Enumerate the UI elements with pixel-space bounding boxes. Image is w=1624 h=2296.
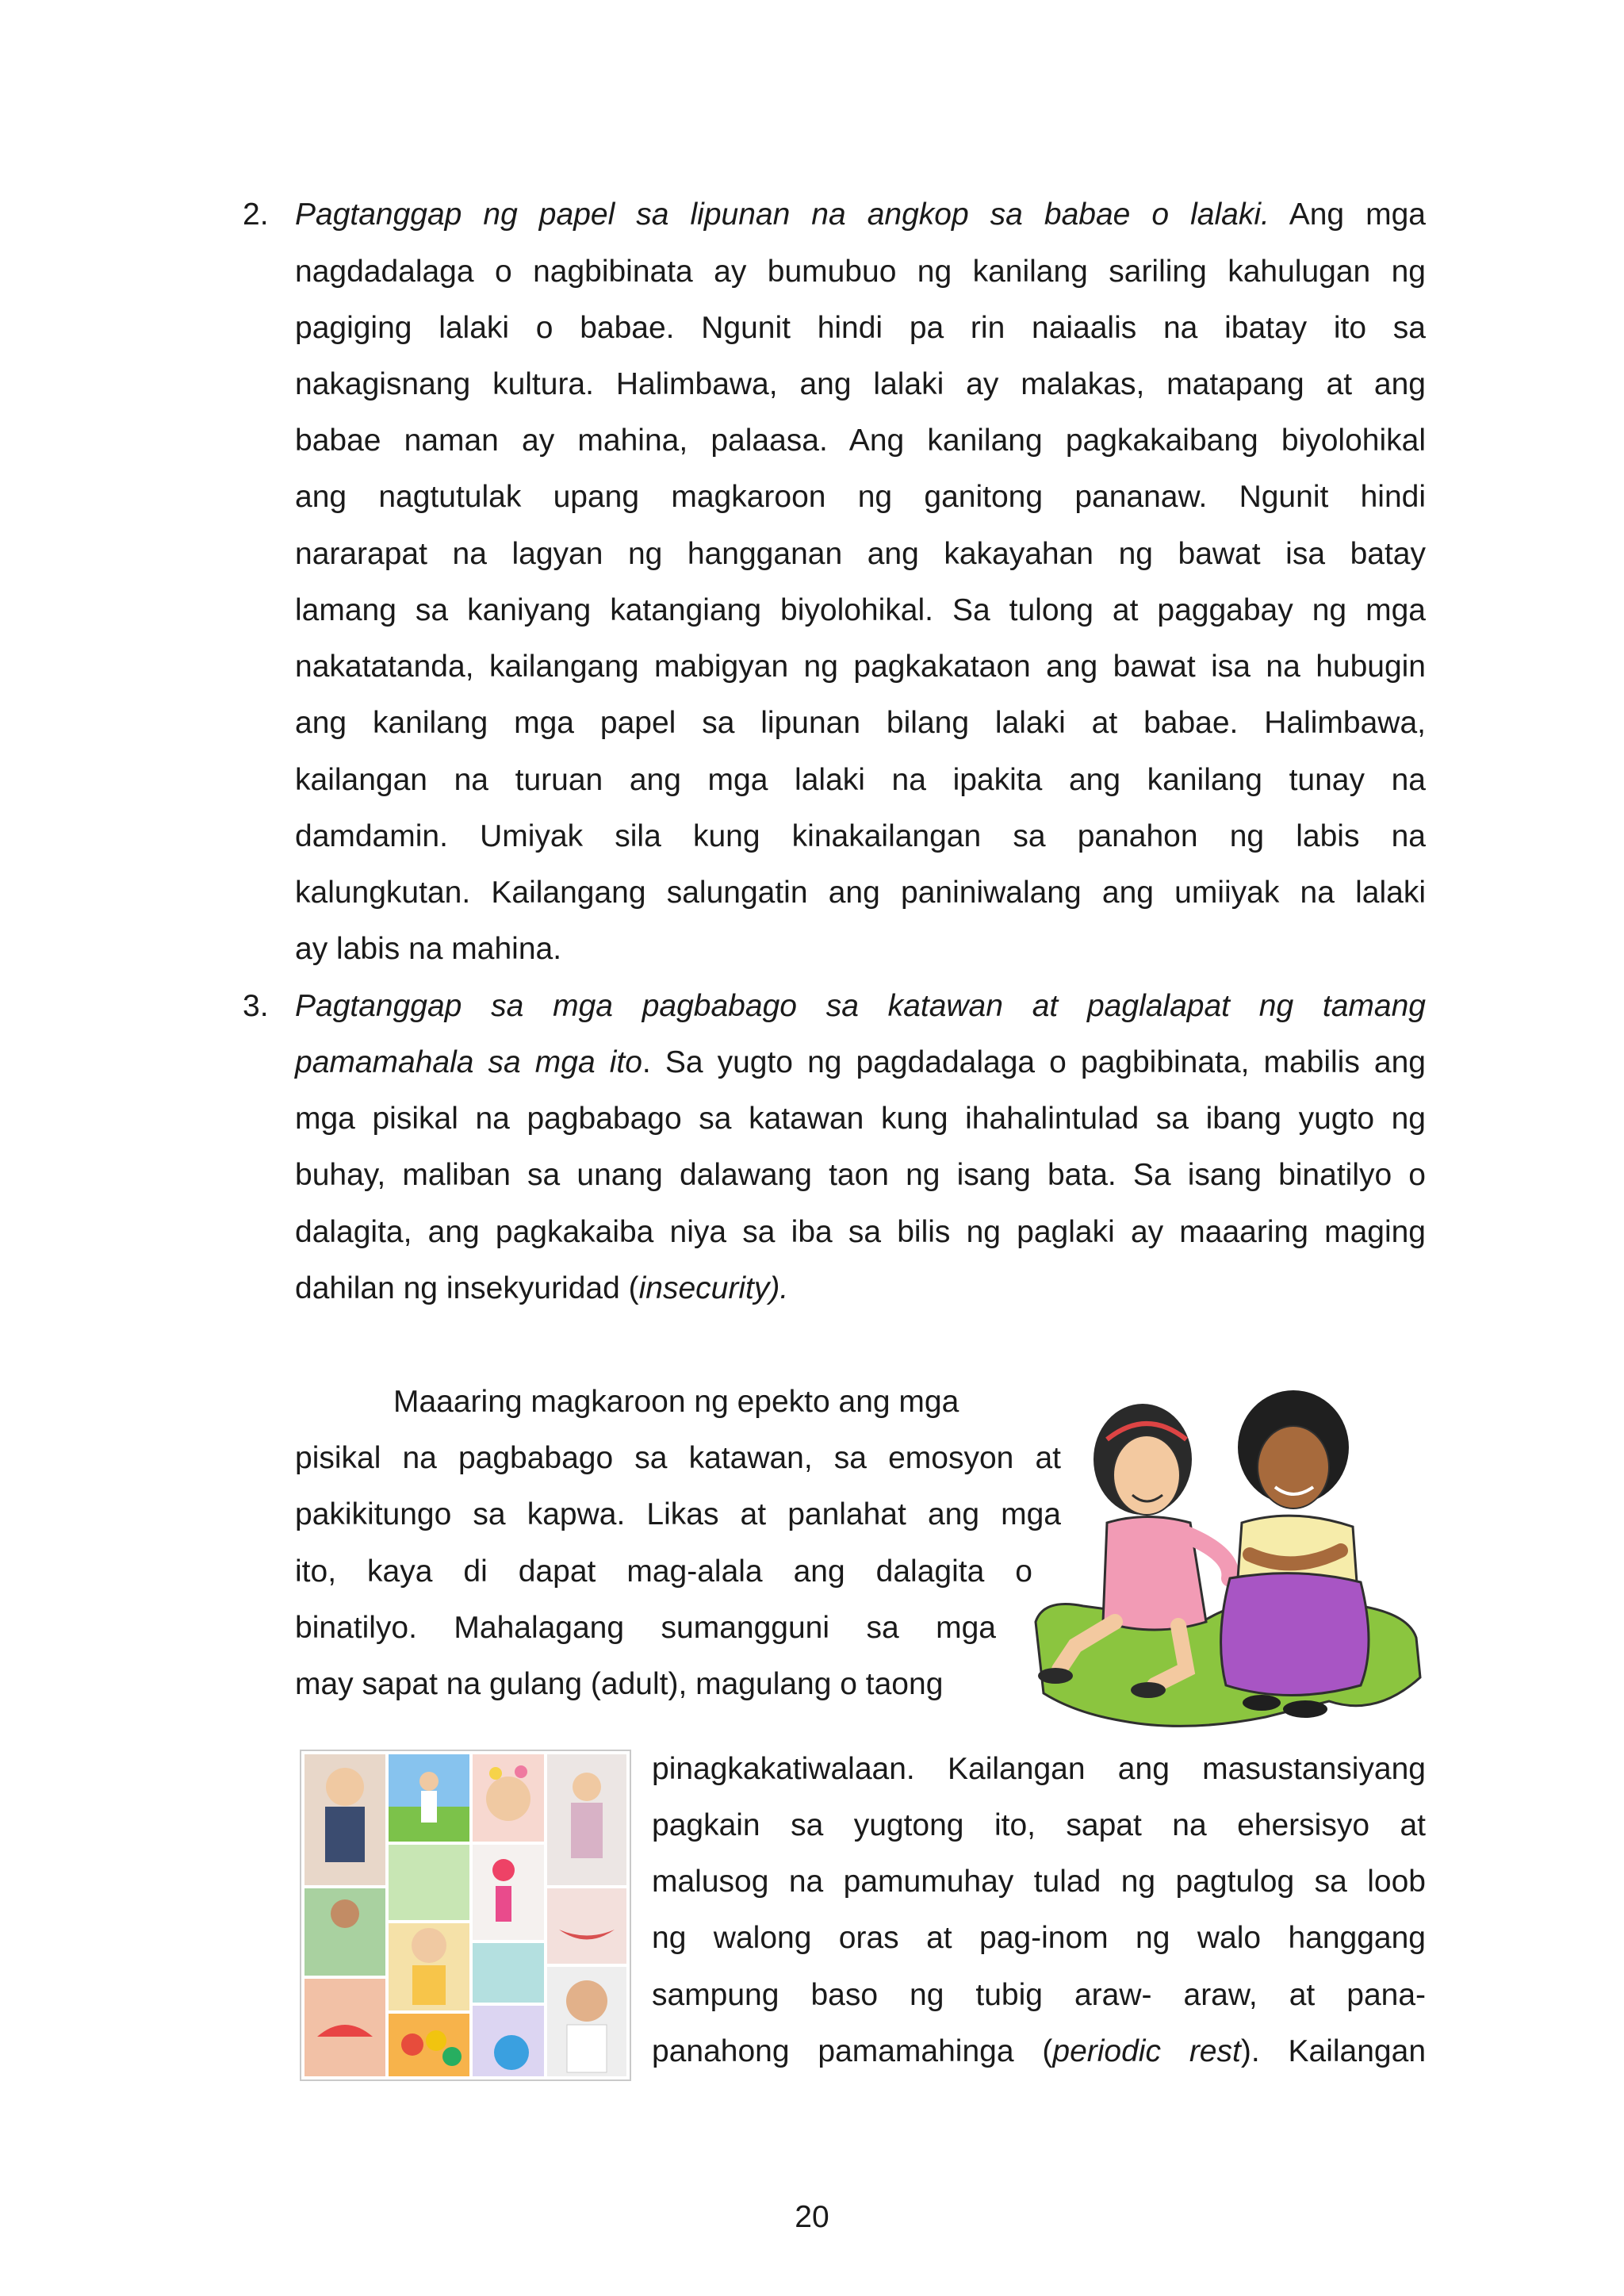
item-2-line-4: nakagisnang kultura. Halimbawa, ang lalaki ay malakas, matapang at ang [295,367,1426,401]
paragraph-line-11: sampung baso ng tubig araw- araw, at pana- [652,1978,1426,2012]
item-2-line-1 [295,196,1426,234]
paragraph-line-1: Maaaring magkaroon ng epekto ang mga [393,1385,959,1419]
paragraph-line-9: malusog na pamumuhay tulad ng pagtulog sa loob [652,1865,1426,1899]
item-2-line-9: nakatatanda, kailangang mabigyan ng pagkakataon ang bawat isa na hubugin [295,650,1426,684]
item-2-title: Pagtanggap ng papel sa lipunan na angkop sa babae o lalaki. [295,197,1270,232]
paragraph-line-12 [652,2033,1426,2071]
item-3-term-insecurity: insecurity). [638,1271,789,1305]
item-2-line-1-rest: Ang mga [1269,197,1426,232]
item-3-line-6-text: dahilan ng insekyuridad ( [295,1271,639,1305]
item-3-title-part-2: pamamahala sa mga ito [295,1045,642,1079]
paragraph-line-2: pisikal na pagbabago sa katawan, sa emosyon at [295,1441,1061,1475]
paragraph-line-12-start: panahong pamamahinga ( [652,2034,1053,2068]
paragraph-line-10: ng walong oras at pag-inom ng walo hanggang [652,1921,1426,1955]
list-number-2: 2. [243,197,269,232]
item-2-line-6: ang nagtutulak upang magkaroon ng ganitong pananaw. Ngunit hindi [295,480,1426,514]
term-periodic-rest: periodic rest [1052,2034,1241,2068]
item-2-line-7: nararapat na lagyan ng hangganan ang kakayahan ng bawat isa batay [295,537,1426,571]
healthy-lifestyle-collage [300,1750,631,2081]
item-2-line-11: kailangan na turuan ang mga lalaki na ipakita ang kanilang tunay na [295,763,1426,797]
item-2-line-13: kalungkutan. Kailangang salungatin ang paniniwalang ang umiiyak na lalaki [295,876,1426,910]
item-2-line-5: babae naman ay mahina, palaasa. Ang kanilang pagkakaibang biyolohikal [295,424,1426,458]
item-3-line-1 [295,987,1426,1025]
item-2-line-8: lamang sa kaniyang katangiang biyolohikal. Sa tulong at paggabay ng mga [295,593,1426,627]
paragraph-line-12-end: ). Kailangan [1240,2034,1427,2068]
paragraph-line-5: binatilyo. Mahalagang sumangguni sa mga [295,1611,996,1645]
item-3-line-3: mga pisikal na pagbabago sa katawan kung ihahalintulad sa ibang yugto ng [295,1102,1426,1136]
item-3-line-4: buhay, maliban sa unang dalawang taon ng isang bata. Sa isang binatilyo o [295,1158,1426,1192]
item-2-line-3: pagiging lalaki o babae. Ngunit hindi pa rin naiaalis na ibatay ito sa [295,311,1426,345]
paragraph-line-6: may sapat na gulang (adult), magulang o taong [295,1667,944,1701]
page-number: 20 [795,2200,829,2234]
item-2-line-10: ang kanilang mga papel sa lipunan bilang lalaki at babae. Halimbawa, [295,706,1426,740]
paragraph-line-4: ito, kaya di dapat mag-alala ang dalagita o [295,1554,1032,1589]
two-girls-illustration [1028,1384,1424,1749]
item-3-line-5: dalagita, ang pagkakaiba niya sa iba sa bilis ng paglaki ay maaaring maging [295,1215,1426,1249]
item-3-line-2 [295,1044,1426,1082]
paragraph-line-7: pinagkakatiwalaan. Kailangan ang masustansiyang [652,1752,1426,1786]
item-2-line-14: ay labis na mahina. [295,932,562,966]
paragraph-line-8: pagkain sa yugtong ito, sapat na ehersisyo at [652,1808,1426,1842]
item-3-title-part-1: Pagtanggap sa mga pagbabago sa katawan at paglalapat ng tamang [295,989,1426,1023]
item-2-line-2: nagdadalaga o nagbibinata ay bumubuo ng kanilang sariling kahulugan ng [295,255,1426,289]
item-3-line-6 [295,1270,788,1308]
item-2-line-12: damdamin. Umiyak sila kung kinakailangan sa panahon ng labis na [295,819,1426,853]
list-number-3: 3. [243,989,269,1023]
item-3-line-2-rest: . Sa yugto ng pagdadalaga o pagbibinata, mabilis ang [642,1045,1426,1079]
paragraph-line-3: pakikitungo sa kapwa. Likas at panlahat ang mga [295,1497,1061,1531]
